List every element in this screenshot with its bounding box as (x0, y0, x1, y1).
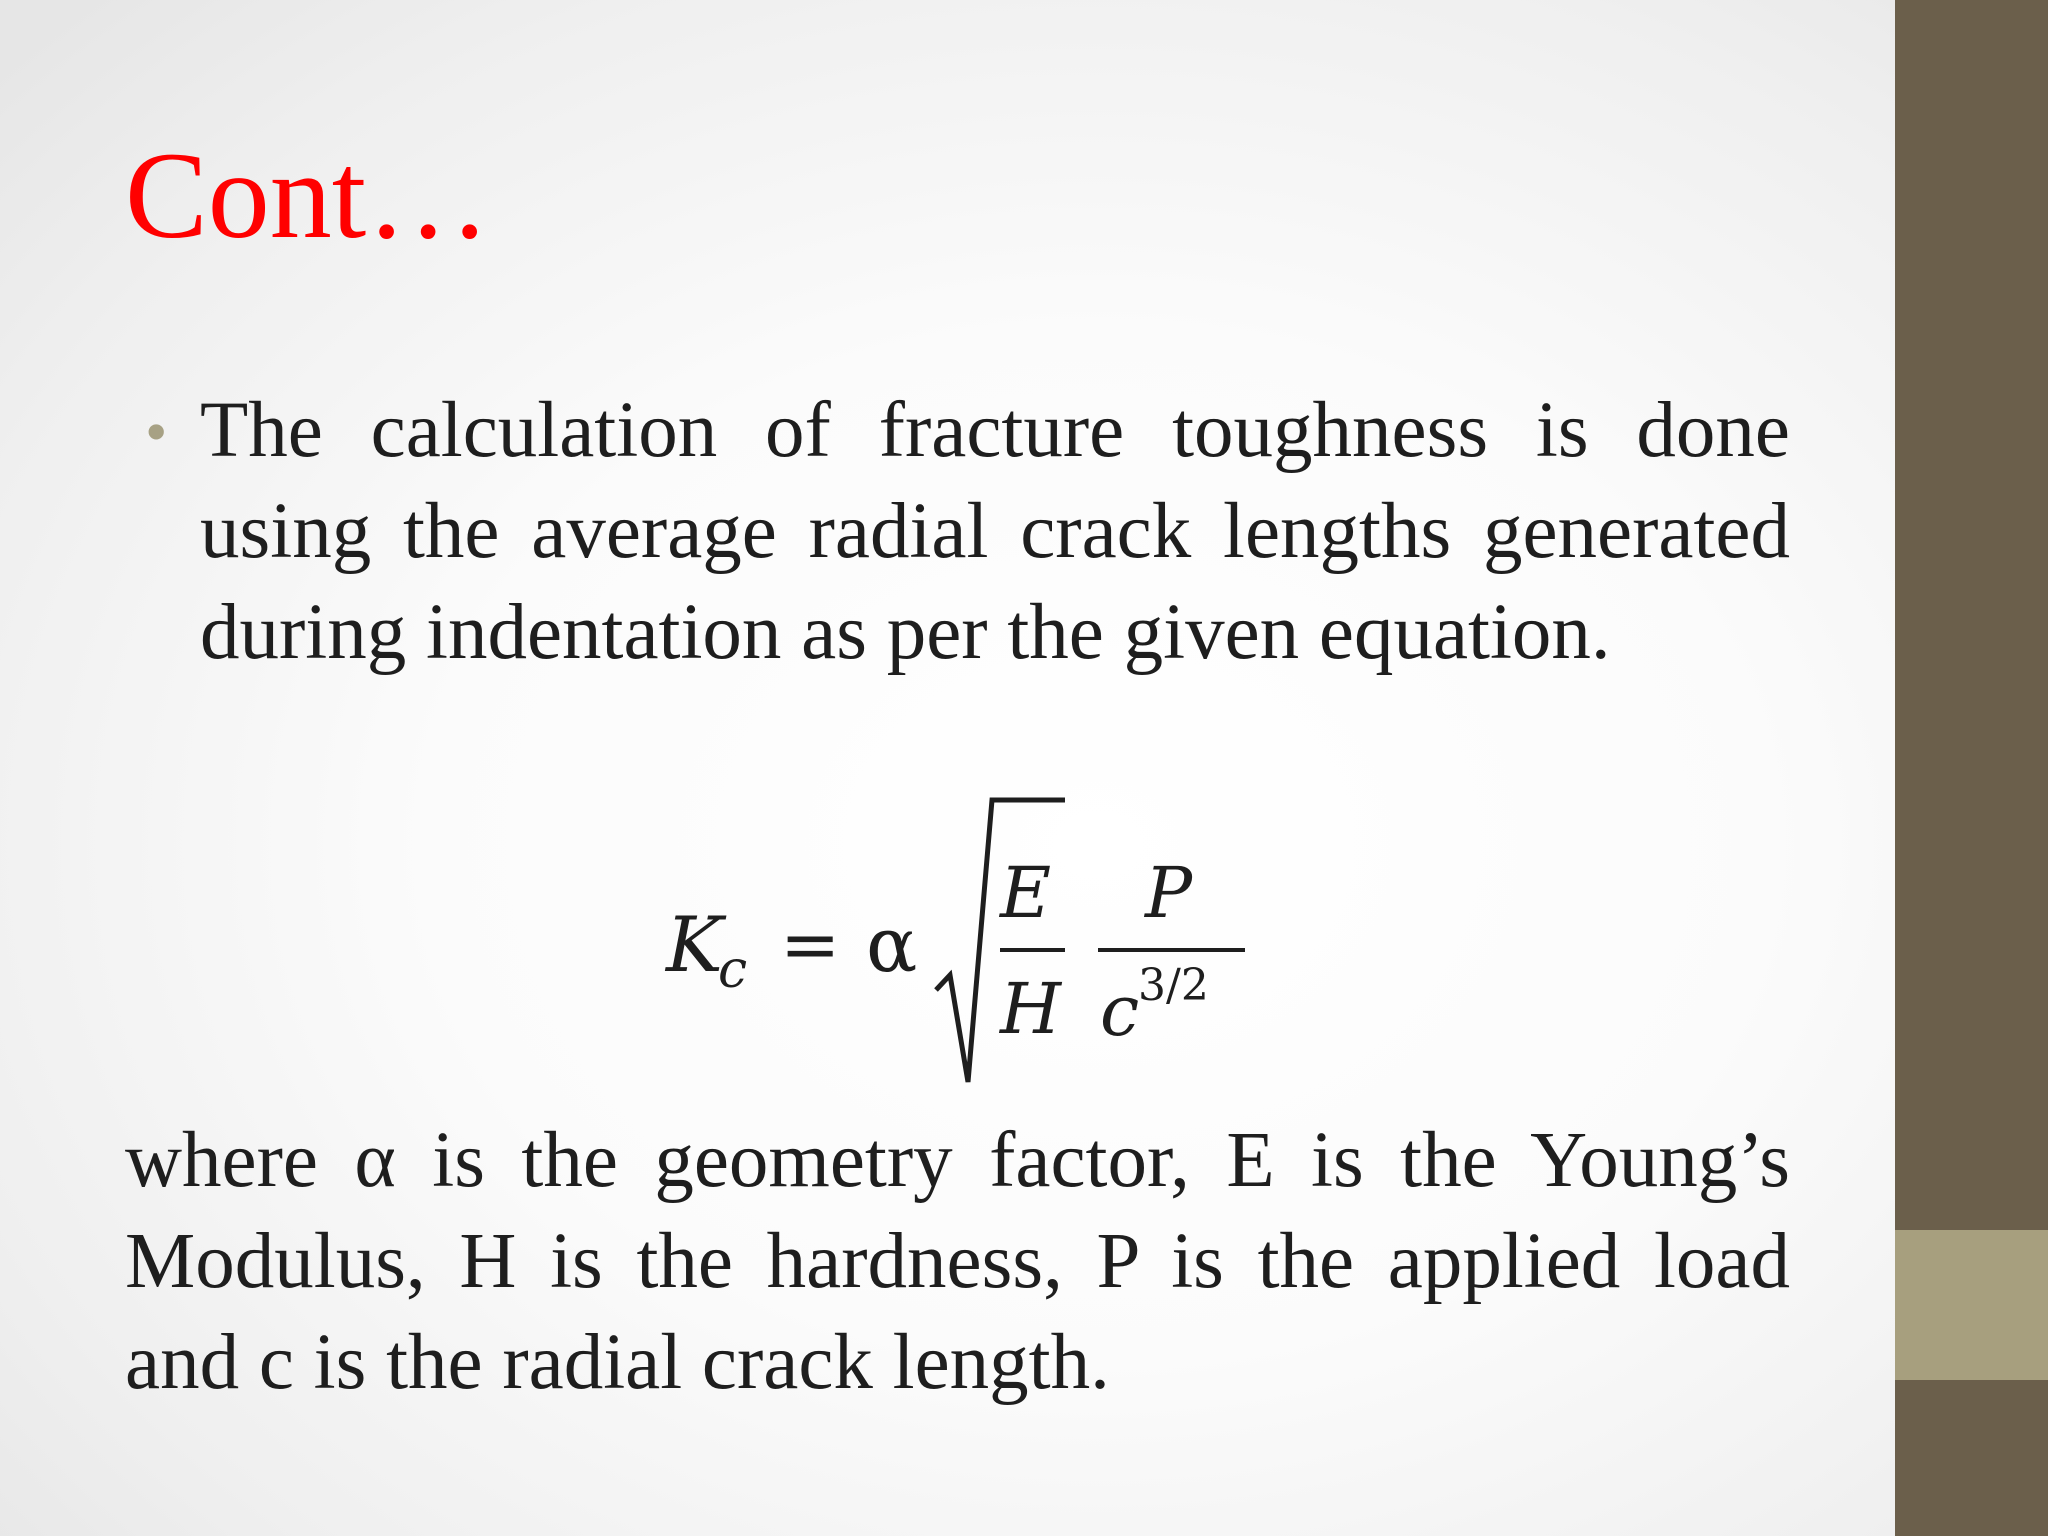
eq-denominator-c: c (1100, 970, 1140, 1052)
eq-equals: = (780, 902, 841, 986)
eq-alpha: α (866, 900, 918, 989)
eq-numerator-e: E (1000, 852, 1052, 934)
eq-numerator-p: P (1145, 852, 1193, 934)
eq-denominator-h: H (1000, 968, 1062, 1050)
eq-k-subscript: c (718, 940, 748, 1000)
fracture-toughness-equation (660, 790, 1260, 1090)
eq-exponent: 3/2 (1138, 960, 1209, 1011)
bullet-text: The calculation of fracture toughness is done using the average radial crack lengths generated during indentation as per the given equation. (200, 387, 1790, 676)
slide-title: Cont… (125, 127, 491, 264)
bullet-dot-icon: • (145, 396, 168, 467)
variable-description: where α is the geometry factor, E is the Young’s Modulus, H is the hardness, P is the applied load and c is the radial crack length. (125, 1117, 1790, 1406)
side-decor-accent (1895, 1230, 2048, 1380)
radical-and-fraction-bars (660, 790, 1260, 1090)
eq-k: K (666, 900, 723, 989)
